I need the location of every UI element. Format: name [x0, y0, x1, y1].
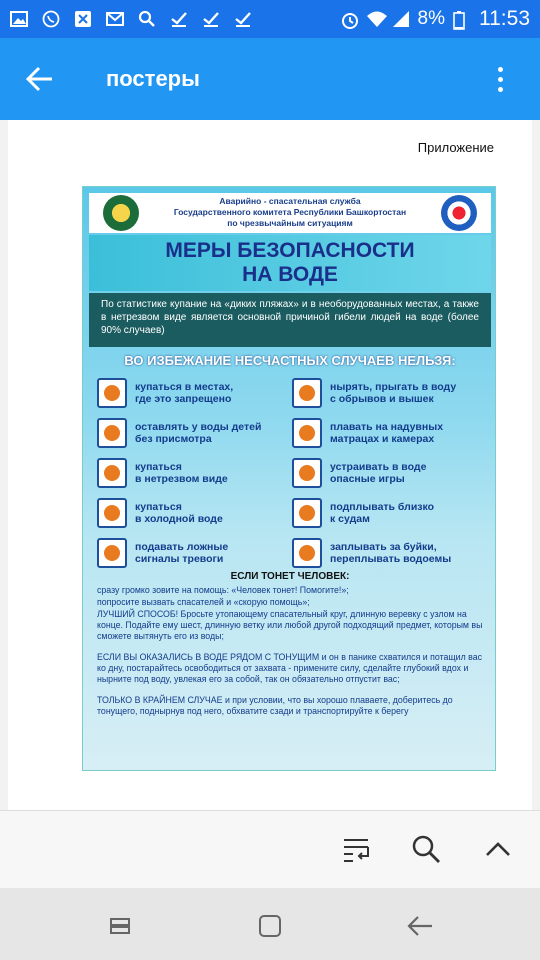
statistics-text: По статистике купание на «диких пляжах» и в необорудованных местах, а также в нетрезвом виде является основной причиной гибели людей на воде (более 90% случаев) [89, 293, 491, 347]
recent-apps-icon [107, 913, 133, 939]
emergency-service-emblem-icon [103, 195, 139, 231]
prohibition-pictogram-icon [292, 498, 322, 528]
instruction-item: сразу громко зовите на помощь: «Человек тонет! Помогите!»; [97, 585, 349, 595]
system-nav-bar [0, 888, 540, 960]
nav-back-button[interactable] [400, 906, 440, 946]
page-title: постеры [106, 66, 200, 91]
instructions-list [97, 585, 487, 718]
bottom-toolbar [0, 810, 540, 888]
recent-apps-button[interactable] [100, 906, 140, 946]
back-icon [406, 914, 434, 938]
check-icon [170, 10, 188, 28]
rules-row [97, 493, 487, 533]
rule-text: подплывать близко к судам [330, 501, 435, 525]
more-options-button[interactable] [460, 38, 540, 120]
rule-item [292, 538, 487, 568]
alarm-icon [340, 10, 358, 28]
prohibition-pictogram-icon [97, 498, 127, 528]
rule-text: оставлять у воды детей без присмотра [135, 421, 262, 445]
rule-text: нырять, прыгать в воду с обрывов и вышек [330, 381, 457, 405]
safety-poster [82, 186, 496, 771]
rule-text: плавать на надувных матрацах и камерах [330, 421, 444, 445]
search-button[interactable] [406, 829, 446, 869]
scroll-up-button[interactable] [478, 829, 518, 869]
wifi-icon [366, 10, 384, 28]
document-page[interactable] [8, 120, 532, 810]
header-line-2: Государственного комитета Республики Башкортостан [173, 207, 407, 217]
home-button[interactable] [250, 906, 290, 946]
rules-row [97, 453, 487, 493]
rule-item [97, 458, 292, 488]
prohibition-pictogram-icon [97, 538, 127, 568]
gallery-icon [10, 10, 28, 28]
reflow-text-icon [341, 834, 371, 864]
title-line-2: НА ВОДЕ [242, 263, 338, 286]
prohibitions-heading: ВО ИЗБЕЖАНИЕ НЕСЧАСТНЫХ СЛУЧАЕВ НЕЛЬЗЯ: [124, 353, 456, 368]
header-line-3: по чрезвычайным ситуациям [227, 218, 353, 228]
prohibition-pictogram-icon [292, 458, 322, 488]
rule-item [97, 378, 292, 408]
rule-text: устраивать в воде опасные игры [330, 461, 427, 485]
more-vert-icon [498, 67, 503, 92]
rule-text: купаться в нетрезвом виде [135, 461, 228, 485]
check-icon [234, 10, 252, 28]
mail-icon [106, 10, 124, 28]
instruction-item: попросите вызвать спасателей и «скорую помощь»; [97, 597, 310, 607]
prohibition-pictogram-icon [292, 378, 322, 408]
app-bar [0, 38, 540, 120]
back-button[interactable] [0, 38, 80, 120]
rule-item [292, 498, 487, 528]
last-resort-text: ТОЛЬКО В КРАЙНЕМ СЛУЧАЕ и при условии, что вы хорошо плаваете, доберитесь до тонущего, поднырнув под него, обхватите сзади и транспортируйте к берегу [97, 695, 453, 716]
rule-item [292, 378, 487, 408]
prohibition-pictogram-icon [292, 418, 322, 448]
appendix-label: Приложение [417, 140, 494, 155]
rule-item [97, 418, 292, 448]
battery-level: 8% [417, 8, 445, 29]
prohibition-pictogram-icon [97, 458, 127, 488]
home-icon [257, 913, 283, 939]
instruction-item: ЛУЧШИЙ СПОСОБ! Бросьте утопающему спасательный круг, длинную веревку с узлом на конце. Подайте ему шест, длинную ветку или любой другой подходящий предмет, которым вы сможете вытянуть его из воды; [97, 609, 483, 641]
rule-item [97, 538, 292, 568]
rule-text: купаться в холодной воде [135, 501, 223, 525]
reflow-text-button[interactable] [336, 829, 376, 869]
rules-row [97, 413, 487, 453]
rules-row [97, 373, 487, 413]
rule-item [292, 418, 487, 448]
near-drowning-text: ЕСЛИ ВЫ ОКАЗАЛИСЬ В ВОДЕ РЯДОМ С ТОНУЩИМ и он в панике схватился и потащил вас ко дну, постарайтесь освободиться от захвата - примените силу, сделайте глубокий вдох и нырните под воду, увлекая его за собой, так он обязательно отпустит вас; [97, 652, 483, 684]
rule-item [292, 458, 487, 488]
status-bar [0, 0, 540, 38]
header-line-1: Аварийно - спасательная служба [219, 196, 361, 206]
signal-icon [392, 10, 410, 28]
poster-header [89, 193, 491, 233]
search-icon [138, 10, 156, 28]
state-committee-emblem-icon [441, 195, 477, 231]
title-line-1: МЕРЫ БЕЗОПАСНОСТИ [165, 239, 415, 262]
prohibition-pictogram-icon [97, 378, 127, 408]
clock: 11:53 [479, 7, 530, 30]
rules-grid [97, 373, 487, 573]
rules-row [97, 533, 487, 573]
rule-text: купаться в местах, где это запрещено [135, 381, 234, 405]
cancel-icon [74, 10, 92, 28]
rule-item [97, 498, 292, 528]
search-icon [410, 833, 442, 865]
drowning-heading: ЕСЛИ ТОНЕТ ЧЕЛОВЕК: [230, 571, 350, 582]
whatsapp-icon [42, 10, 60, 28]
poster-title [89, 235, 491, 291]
rule-text: заплывать за буйки, переплывать водоемы [330, 541, 452, 565]
check-icon [202, 10, 220, 28]
rule-text: подавать ложные сигналы тревоги [135, 541, 229, 565]
prohibition-pictogram-icon [292, 538, 322, 568]
chevron-up-icon [485, 840, 511, 858]
prohibition-pictogram-icon [97, 418, 127, 448]
arrow-left-icon [26, 65, 54, 93]
battery-icon [453, 10, 471, 28]
